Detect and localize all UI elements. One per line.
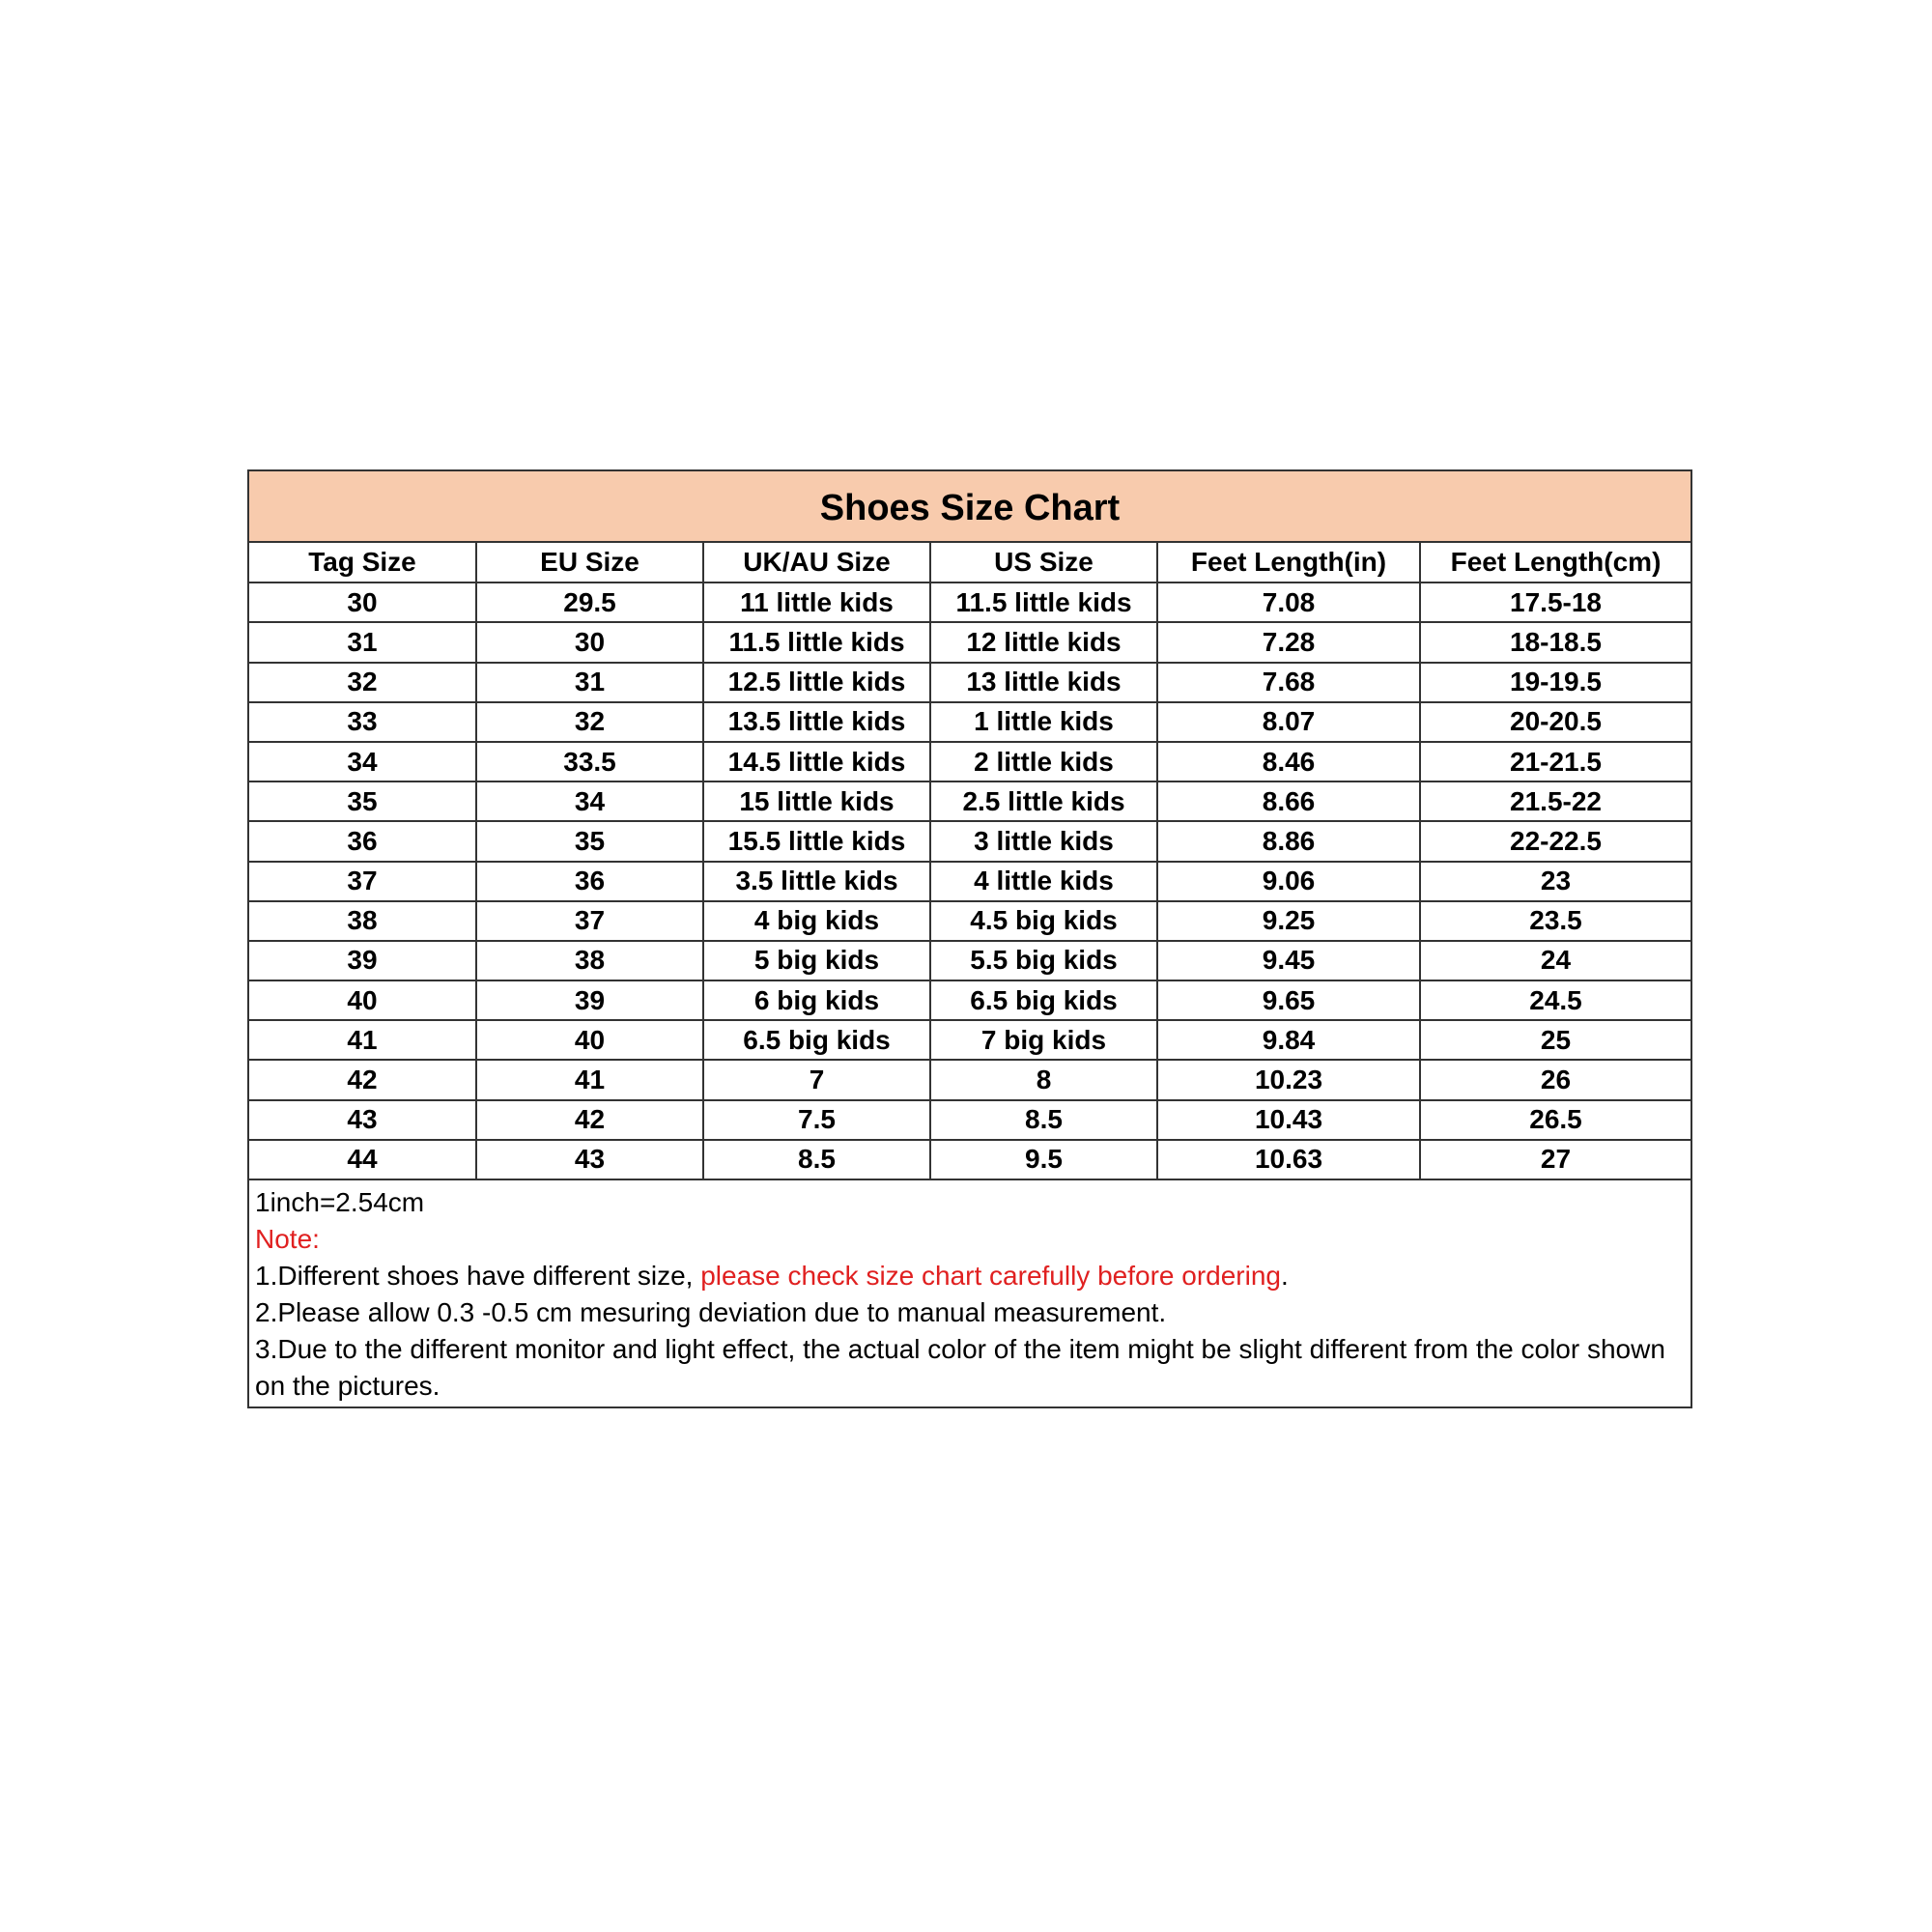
note-2: 2.Please allow 0.3 -0.5 cm mesuring deviation due to manual measurement.	[255, 1297, 1167, 1327]
table-cell: 9.5	[930, 1140, 1157, 1179]
table-cell: 25	[1420, 1020, 1690, 1060]
table-cell: 7 big kids	[930, 1020, 1157, 1060]
table-cell: 12.5 little kids	[703, 663, 930, 702]
table-row	[249, 980, 1690, 1020]
table-cell: 41	[476, 1060, 703, 1099]
table-cell: 8.86	[1157, 821, 1420, 861]
note-1-prefix: 1.Different shoes have different size,	[255, 1261, 701, 1291]
table-row	[249, 1020, 1690, 1060]
table-cell: 31	[249, 622, 476, 662]
table-cell: 27	[1420, 1140, 1690, 1179]
table-row	[249, 1100, 1690, 1140]
table-cell: 21.5-22	[1420, 781, 1690, 821]
table-cell: 15.5 little kids	[703, 821, 930, 861]
table-row	[249, 582, 1690, 622]
column-header: Feet Length(in)	[1157, 543, 1420, 582]
table-cell: 7.68	[1157, 663, 1420, 702]
table-cell: 41	[249, 1020, 476, 1060]
table-cell: 42	[476, 1100, 703, 1140]
table-cell: 1 little kids	[930, 702, 1157, 742]
table-cell: 5.5 big kids	[930, 941, 1157, 980]
table-row	[249, 901, 1690, 941]
table-cell: 30	[476, 622, 703, 662]
table-cell: 29.5	[476, 582, 703, 622]
table-cell: 2 little kids	[930, 742, 1157, 781]
table-cell: 24.5	[1420, 980, 1690, 1020]
table-cell: 3 little kids	[930, 821, 1157, 861]
table-cell: 18-18.5	[1420, 622, 1690, 662]
table-cell: 43	[476, 1140, 703, 1179]
table-cell: 14.5 little kids	[703, 742, 930, 781]
table-row	[249, 821, 1690, 861]
table-cell: 32	[476, 702, 703, 742]
table-cell: 24	[1420, 941, 1690, 980]
table-row	[249, 941, 1690, 980]
table-cell: 26.5	[1420, 1100, 1690, 1140]
table-cell: 9.06	[1157, 862, 1420, 901]
table-cell: 13 little kids	[930, 663, 1157, 702]
table-cell: 20-20.5	[1420, 702, 1690, 742]
size-table	[249, 543, 1690, 1180]
table-cell: 35	[249, 781, 476, 821]
table-cell: 7.08	[1157, 582, 1420, 622]
table-cell: 9.25	[1157, 901, 1420, 941]
table-row	[249, 862, 1690, 901]
table-cell: 9.65	[1157, 980, 1420, 1020]
table-cell: 4 little kids	[930, 862, 1157, 901]
table-cell: 33.5	[476, 742, 703, 781]
table-cell: 35	[476, 821, 703, 861]
table-cell: 2.5 little kids	[930, 781, 1157, 821]
table-cell: 39	[249, 941, 476, 980]
table-cell: 37	[476, 901, 703, 941]
table-cell: 36	[249, 821, 476, 861]
table-cell: 40	[249, 980, 476, 1020]
table-cell: 6.5 big kids	[703, 1020, 930, 1060]
table-cell: 3.5 little kids	[703, 862, 930, 901]
table-cell: 7.5	[703, 1100, 930, 1140]
table-cell: 11.5 little kids	[703, 622, 930, 662]
table-cell: 30	[249, 582, 476, 622]
table-cell: 8.07	[1157, 702, 1420, 742]
table-cell: 13.5 little kids	[703, 702, 930, 742]
column-header: Tag Size	[249, 543, 476, 582]
table-cell: 43	[249, 1100, 476, 1140]
table-row	[249, 702, 1690, 742]
note-label: Note:	[255, 1224, 320, 1254]
table-cell: 38	[249, 901, 476, 941]
table-cell: 19-19.5	[1420, 663, 1690, 702]
table-cell: 40	[476, 1020, 703, 1060]
column-header: EU Size	[476, 543, 703, 582]
table-cell: 36	[476, 862, 703, 901]
table-cell: 7	[703, 1060, 930, 1099]
table-cell: 31	[476, 663, 703, 702]
column-header: UK/AU Size	[703, 543, 930, 582]
table-row	[249, 1060, 1690, 1099]
table-cell: 17.5-18	[1420, 582, 1690, 622]
table-cell: 9.84	[1157, 1020, 1420, 1060]
table-cell: 12 little kids	[930, 622, 1157, 662]
table-row	[249, 663, 1690, 702]
table-cell: 6 big kids	[703, 980, 930, 1020]
table-cell: 8.66	[1157, 781, 1420, 821]
notes-section	[249, 1180, 1690, 1406]
table-cell: 34	[249, 742, 476, 781]
table-cell: 6.5 big kids	[930, 980, 1157, 1020]
column-header: US Size	[930, 543, 1157, 582]
table-cell: 4 big kids	[703, 901, 930, 941]
column-header: Feet Length(cm)	[1420, 543, 1690, 582]
table-cell: 37	[249, 862, 476, 901]
note-1-highlight: please check size chart carefully before ordering	[700, 1261, 1281, 1291]
table-cell: 22-22.5	[1420, 821, 1690, 861]
table-cell: 10.43	[1157, 1100, 1420, 1140]
table-cell: 7.28	[1157, 622, 1420, 662]
size-chart	[247, 469, 1692, 1408]
table-cell: 5 big kids	[703, 941, 930, 980]
table-cell: 38	[476, 941, 703, 980]
table-header-row	[249, 543, 1690, 582]
table-cell: 21-21.5	[1420, 742, 1690, 781]
table-body	[249, 582, 1690, 1179]
table-cell: 15 little kids	[703, 781, 930, 821]
table-row	[249, 742, 1690, 781]
table-cell: 11.5 little kids	[930, 582, 1157, 622]
table-cell: 32	[249, 663, 476, 702]
table-cell: 9.45	[1157, 941, 1420, 980]
table-cell: 10.23	[1157, 1060, 1420, 1099]
table-cell: 44	[249, 1140, 476, 1179]
note-3: 3.Due to the different monitor and light effect, the actual color of the item might be slight different from the color shown on the pictures.	[255, 1334, 1665, 1401]
table-cell: 23	[1420, 862, 1690, 901]
table-cell: 26	[1420, 1060, 1690, 1099]
table-cell: 8	[930, 1060, 1157, 1099]
table-cell: 8.5	[703, 1140, 930, 1179]
table-cell: 33	[249, 702, 476, 742]
table-row	[249, 622, 1690, 662]
table-cell: 10.63	[1157, 1140, 1420, 1179]
table-cell: 42	[249, 1060, 476, 1099]
table-cell: 23.5	[1420, 901, 1690, 941]
table-row	[249, 781, 1690, 821]
note-1	[255, 1258, 1685, 1294]
table-cell: 8.46	[1157, 742, 1420, 781]
chart-title: Shoes Size Chart	[249, 471, 1690, 543]
table-cell: 11 little kids	[703, 582, 930, 622]
table-cell: 8.5	[930, 1100, 1157, 1140]
table-row	[249, 1140, 1690, 1179]
table-cell: 39	[476, 980, 703, 1020]
table-cell: 34	[476, 781, 703, 821]
conversion-note: 1inch=2.54cm	[255, 1187, 425, 1217]
table-cell: 4.5 big kids	[930, 901, 1157, 941]
note-1-suffix: .	[1281, 1261, 1289, 1291]
